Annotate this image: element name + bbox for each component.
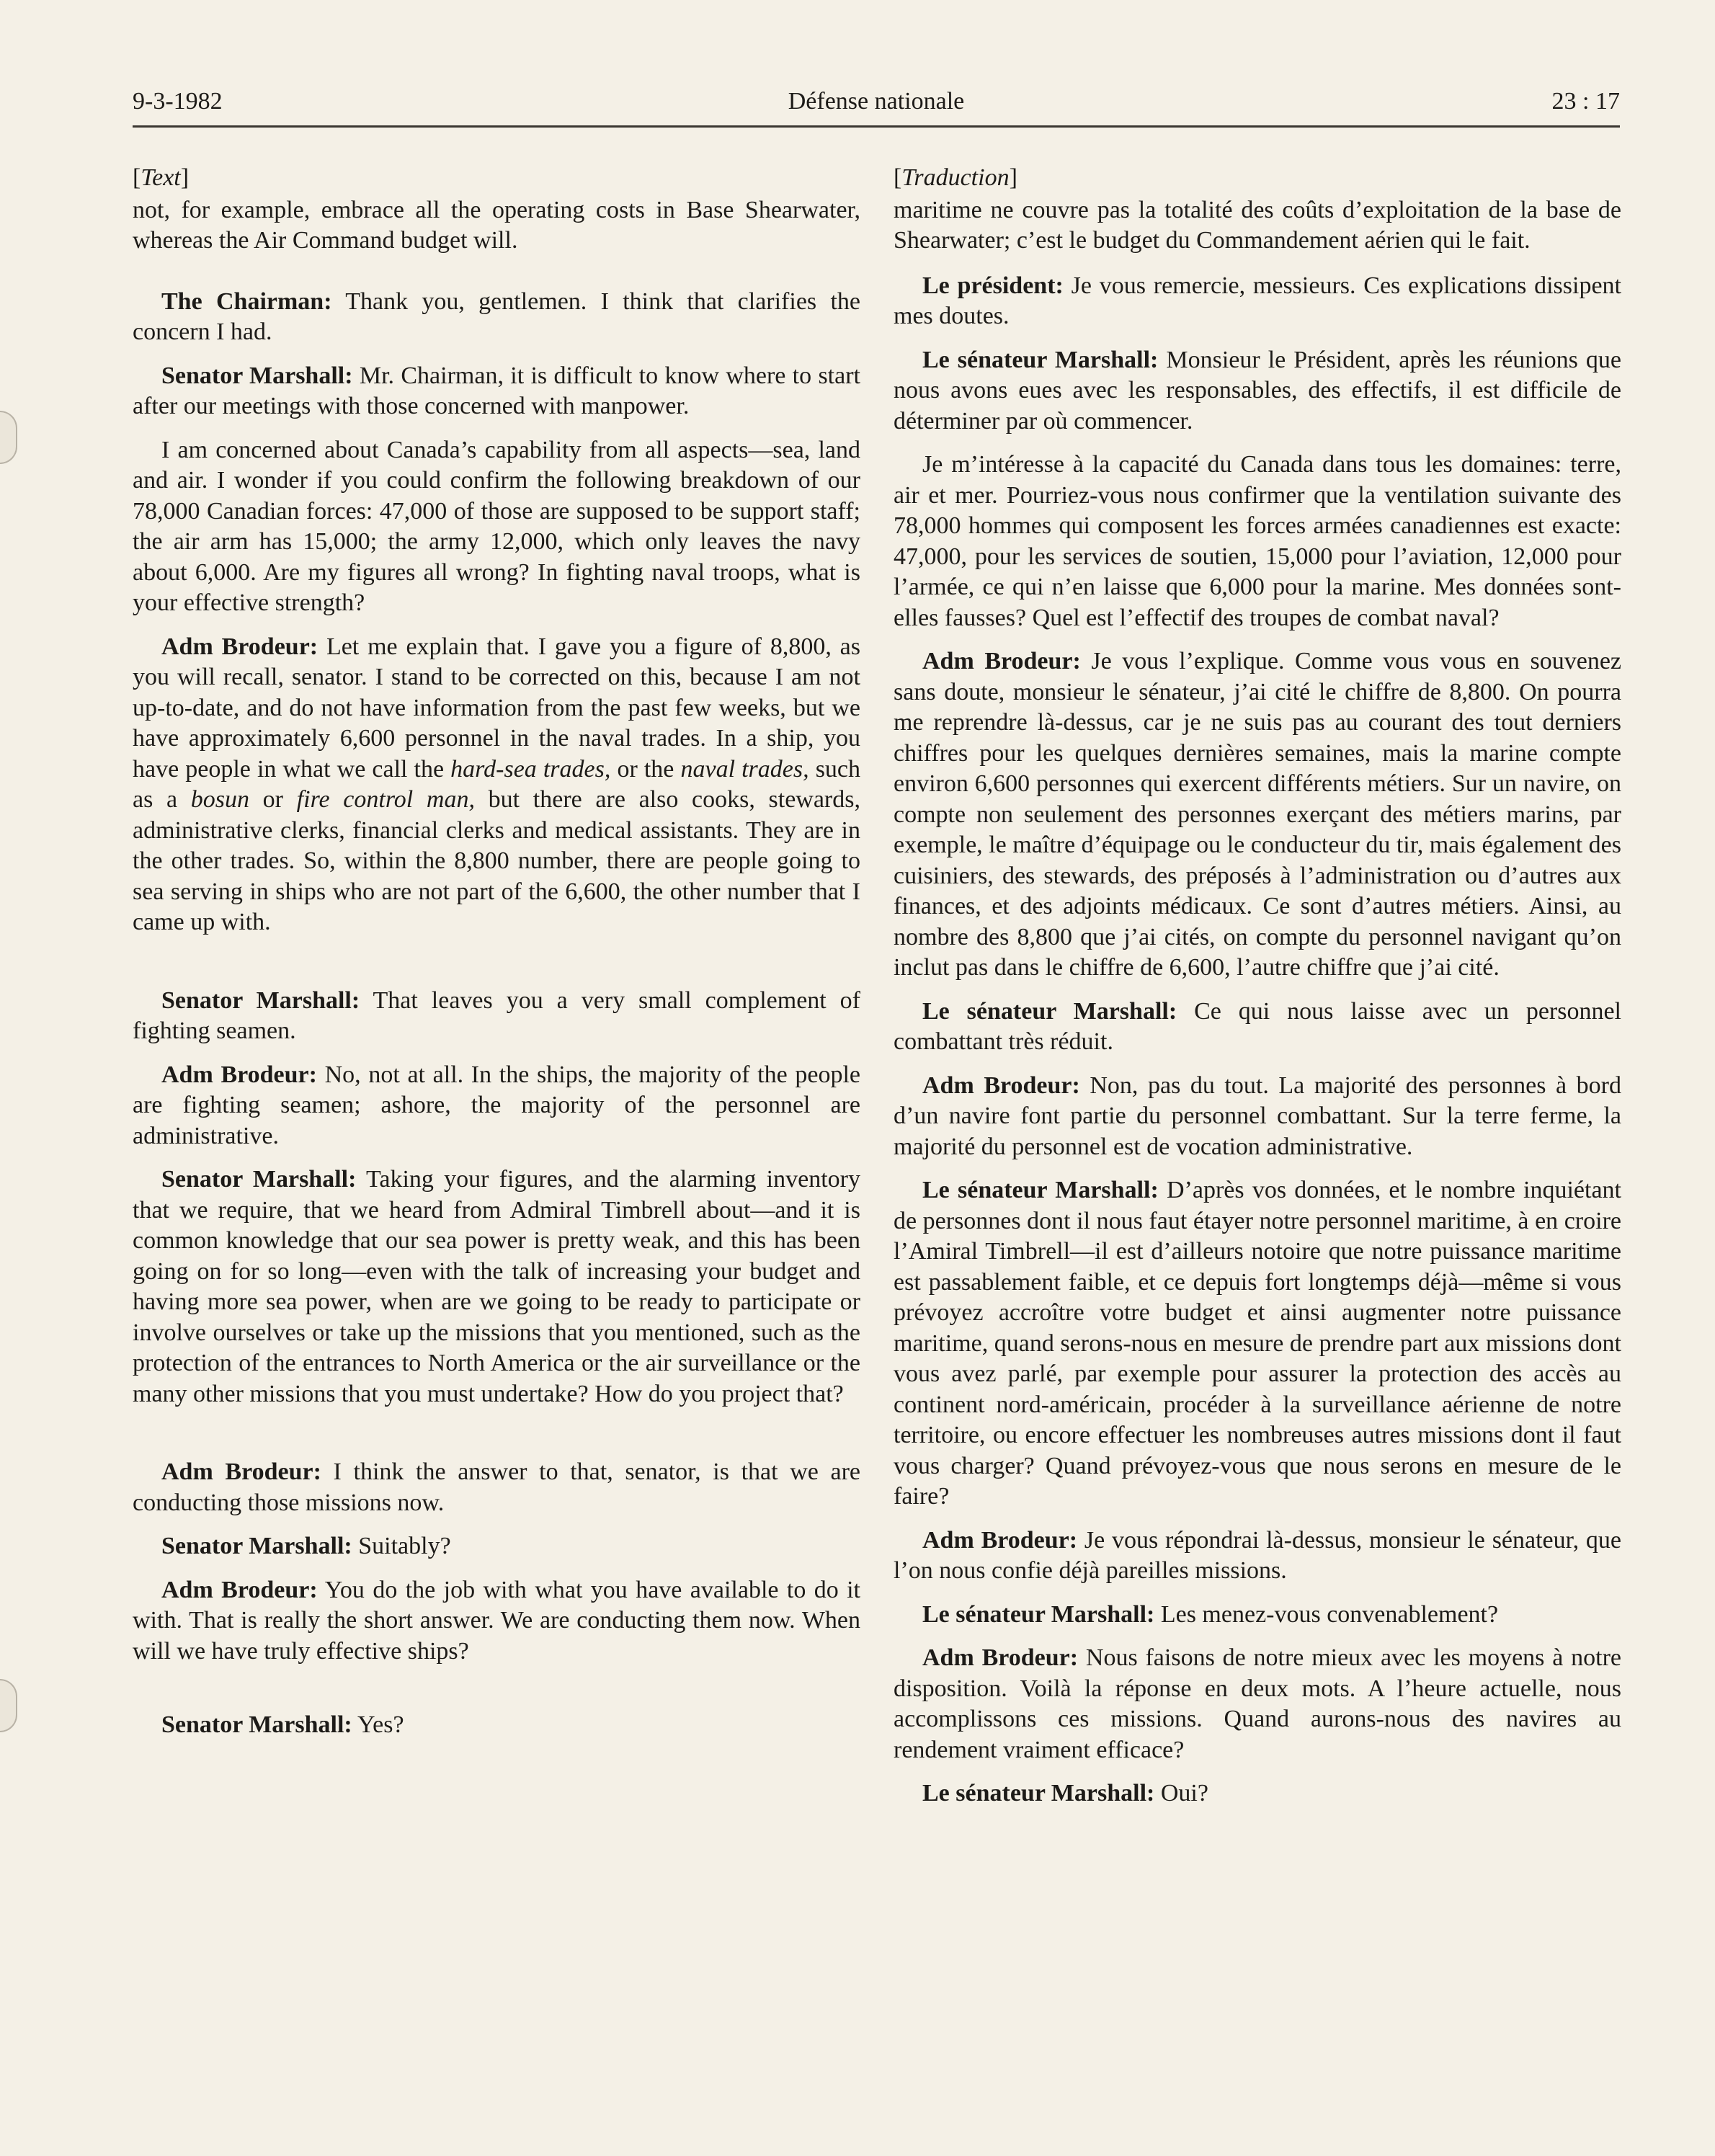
paragraph: Le sénateur Marshall: Les menez-vous convenablement? [922,1600,1499,1628]
paragraph: Adm Brodeur: Non, pas du tout. La majorité des personnes à bord d’un navire font partie du personnel combattant. Sur la terre ferme, la majorité du personnel est de vocation administrative. [894,1072,1622,1160]
paragraph: Adm Brodeur: Je vous l’explique. Comme vous vous en souvenez sans doute, monsieur le sénateur, j’ai cité le chiffre de 8,800. On pourra me reprendre là-dessus, car je ne suis pas au courant des tout derniers chiffres pour les quelques dernières semaines, mais la marine compte environ 6,600 personnes qui exercent différents métiers. Sur un navire, on compte non seulement des personnes exerçant des métiers marins, par exemple, le maître d’équipage ou le conducteur du tir, mais également des cuisiniers, des stewards, des préposés à l’administration ou d’autres aux finances, et des adjoints médicaux. Ce sont d’autres métiers. Ainsi, au nombre des 8,800 que j’ai cités, on compte du personnel navigant qu’on inclut pas dans le chiffre de 6,600, l’autre chiffre que j’ai cité. [894,648,1622,981]
speaker-name: Senator Marshall: [161,1711,352,1738]
paragraph: Senator Marshall: Suitably? [161,1533,451,1559]
speaker-name: Le sénateur Marshall: [922,1177,1159,1203]
paragraph: I am concerned about Canada’s capability from all aspects—sea, land and air. I wonder if you could confirm the following breakdown of our 78,000 Canadian forces: 47,000 of those are supposed to be support staff; the air arm has 15,000; the army 12,000, which only leaves the navy about 6,000. Are my figures all wrong? In fighting naval troops, what is your effective strength? [133,436,860,616]
speaker-name: Adm Brodeur: [161,1458,321,1485]
column-label: [Traduction] [894,164,1017,191]
paragraph: Le président: Je vous remercie, messieurs. Ces explications dissipent mes doutes. [894,272,1622,329]
speaker-name: Le sénateur Marshall: [922,346,1159,373]
header-page-number: 23 : 17 [1551,88,1620,115]
french-column [894,163,1621,1822]
paragraph: Le sénateur Marshall: Monsieur le Président, après les réunions que nous avons eues avec les responsables, des effectifs, il est difficile de déterminer par où commencer. [894,346,1621,435]
speaker-name: Senator Marshall: [161,986,360,1014]
paragraph: Senator Marshall: Taking your figures, and the alarming inventory that we require, that we heard from Admiral Timbrell about—and it is common knowledge that our sea power is pretty weak, and this has been going on for so long—even with the talk of increasing your budget and having more sea power, when are we going to be ready to participate or involve ourselves or take up the missions that you mentioned, such as the protection of the entrances to North America or the air surveillance or the many other missions that you must undertake? How do you project that? [133,1166,860,1407]
speaker-name: Adm Brodeur: [922,1644,1079,1671]
paragraph: Je m’intéresse à la capacité du Canada dans tous les domaines: terre, air et mer. Pourriez-vous nous confirmer que la ventilation suivante des 78,000 hommes qui composent les forces armées canadiennes est exacte: 47,000, pour les services de soutien, 15,000 pour l’aviation, 12,000 pour l’armée, ce qui n’en laisse que 6,000 pour la marine. Mes données sont-elles fausses? Quel est l’effectif des troupes de combat naval? [894,451,1621,631]
speaker-name: Adm Brodeur: [922,648,1081,674]
paragraph: not, for example, embrace all the operating costs in Base Shearwater, whereas the Air Command budget will. [133,196,860,254]
column-label: [Text] [133,164,190,191]
speaker-name: Adm Brodeur: [922,1072,1080,1099]
paragraph: Senator Marshall: That leaves you a very small complement of fighting seamen. [133,986,861,1044]
page-header [133,85,1620,128]
paragraph: Adm Brodeur: Je vous répondrai là-dessus, monsieur le sénateur, que l’on nous confie déjà pareilles missions. [894,1526,1621,1584]
header-title: Défense nationale [788,88,965,115]
speaker-name: Le sénateur Marshall: [922,1600,1155,1628]
speaker-name: Adm Brodeur: [161,633,318,660]
speaker-name: Adm Brodeur: [922,1526,1078,1554]
paragraph: The Chairman: Thank you, gentlemen. I think that clarifies the concern I had. [133,288,860,345]
english-column [133,163,860,1754]
paragraph: maritime ne couvre pas la totalité des coûts d’exploitation de la base de Shearwater; c’est le budget du Commandement aérien qui le fait. [894,196,1621,254]
paragraph: Senator Marshall: Mr. Chairman, it is difficult to know where to start after our meetings with those concerned with manpower. [133,362,860,419]
punch-hole-mark [0,1679,17,1732]
speaker-name: Senator Marshall: [161,1166,357,1193]
paragraph: Le sénateur Marshall: D’après vos données, et le nombre inquiétant de personnes dont il nous faut étayer notre personnel maritime, à en croire l’Amiral Timbrell—il est d’ailleurs notoire que notre puissance maritime est passablement faible, et ce depuis fort longtemps déjà—même si vous prévoyez accroître votre budget et ainsi augmenter notre puissance maritime, quand serons-nous en mesure de prendre part aux missions dont vous avez parlé, par exemple pour assurer la protection des accès au continent nord-américain, procéder à la surveillance aérienne de notre territoire, ou encore effectuer les nombreuses autres missions dont il faut vous charger? Quand prévoyez-vous que nous serons en mesure de le faire? [894,1177,1621,1510]
speaker-name: Le sénateur Marshall: [922,1780,1155,1807]
paragraph: Adm Brodeur: Let me explain that. I gave you a figure of 8,800, as you will recall, senator. I stand to be corrected on this, because I am not up-to-date, and do not have information from the past few weeks, but we have approximately 6,600 personnel in the naval trades. In a ship, you have people in what we call the hard-sea trades, or the naval trades, such as a bosun or fire control man, but there are also cooks, stewards, administrative clerks, financial clerks and medical assistants. They are in the other trades. So, within the 8,800 number, there are people going to sea serving in ships who are not part of the 6,600, the other number that I came up with. [133,633,861,935]
speaker-name: Senator Marshall: [161,1533,352,1559]
punch-hole-mark [0,411,17,464]
paragraph: Adm Brodeur: No, not at all. In the ships, the majority of the people are fighting seamen; ashore, the majority of the personnel are administrative. [133,1061,860,1149]
speaker-name: Senator Marshall: [161,362,353,389]
paragraph: Le sénateur Marshall: Ce qui nous laisse avec un personnel combattant très réduit. [894,997,1622,1055]
paragraph: Adm Brodeur: You do the job with what you have available to do it with. That is really the short answer. We are conducting them now. When will we have truly effective ships? [133,1576,860,1665]
speaker-name: Le président: [922,272,1064,299]
speaker-name: Le sénateur Marshall: [922,997,1177,1025]
paragraph: Adm Brodeur: I think the answer to that, senator, is that we are conducting those missions now. [133,1458,860,1516]
header-date: 9-3-1982 [133,88,223,115]
paragraph: Senator Marshall: Yes? [161,1711,404,1738]
speaker-name: Adm Brodeur: [161,1576,318,1603]
speaker-name: Adm Brodeur: [161,1061,317,1088]
paragraph: Adm Brodeur: Nous faisons de notre mieux avec les moyens à notre disposition. Voilà la réponse en deux mots. A l’heure actuelle, nous accomplissons ces missions. Quand aurons-nous des navires au rendement vraiment efficace? [894,1644,1621,1763]
paragraph: Le sénateur Marshall: Oui? [922,1780,1208,1807]
speaker-name: The Chairman: [161,288,332,315]
